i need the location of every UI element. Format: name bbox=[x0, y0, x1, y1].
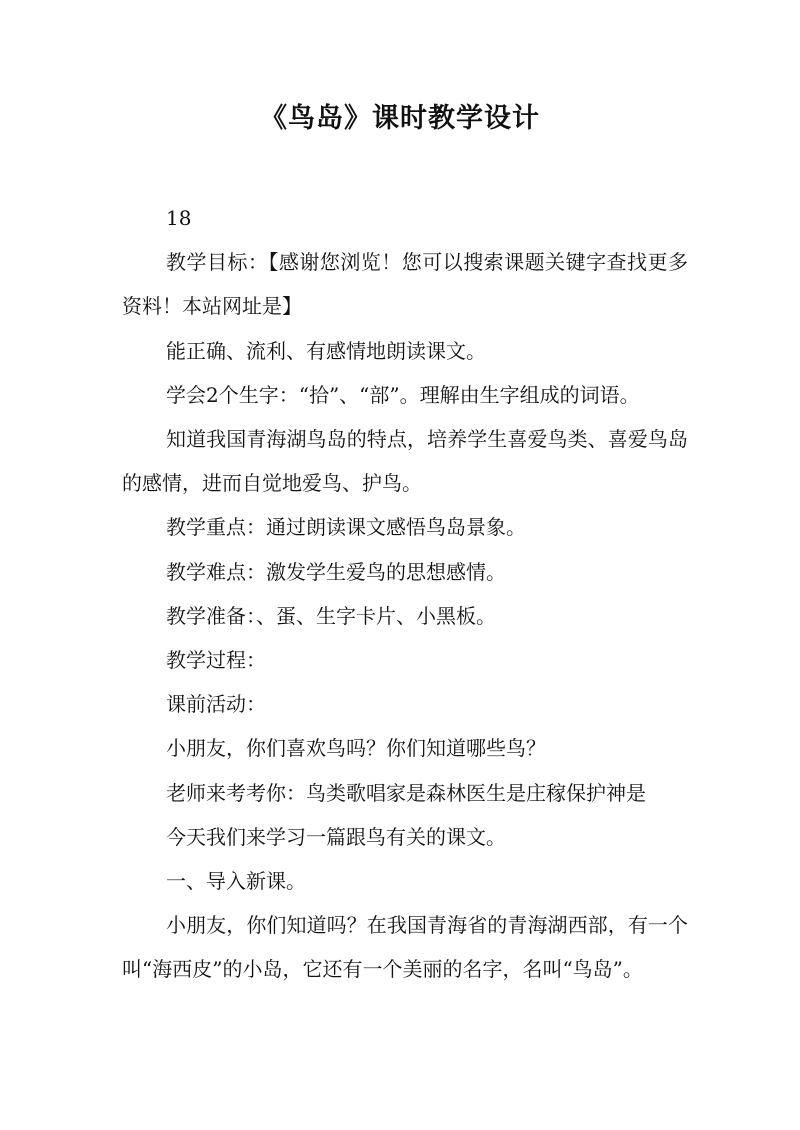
teaching-focus-paragraph: 教学重点：通过朗读课文感悟鸟岛景象。 bbox=[166, 515, 526, 540]
teaching-preparation-paragraph: 教学准备：、蛋、生字卡片、小黑板。 bbox=[166, 603, 496, 628]
document-body bbox=[122, 196, 688, 992]
quiz-paragraph: 老师来考考你：鸟类歌唱家是森林医生是庄稼保护神是 bbox=[166, 780, 646, 805]
lesson-number: 18 bbox=[166, 206, 192, 230]
teaching-objectives-paragraph: 教学目标：【感谢您浏览！您可以搜索课题关键字查找更多资料！本站网址是】 bbox=[122, 250, 688, 319]
teaching-difficulty-paragraph: 教学难点：激发学生爱鸟的思想感情。 bbox=[166, 559, 506, 584]
today-lesson-paragraph: 今天我们来学习一篇跟鸟有关的课文。 bbox=[166, 824, 506, 849]
section-one-heading: 一、导入新课。 bbox=[166, 869, 306, 894]
question-paragraph: 小朋友，你们喜欢鸟吗？你们知道哪些鸟？ bbox=[166, 736, 546, 761]
teaching-process-heading: 教学过程： bbox=[166, 648, 266, 673]
objective-bird-island-paragraph: 知道我国青海湖鸟岛的特点，培养学生喜爱鸟类、喜爱鸟岛的感情，进而自觉地爱鸟、护鸟。 bbox=[122, 427, 688, 496]
objective-reading-paragraph: 能正确、流利、有感情地朗读课文。 bbox=[166, 338, 486, 363]
introduction-paragraph: 小朋友，你们知道吗？在我国青海省的青海湖西部，有一个叫“海西皮”的小岛，它还有一个美丽的名字，名叫“鸟岛”。 bbox=[122, 913, 688, 982]
objective-characters-paragraph: 学会2个生字：“拾”、“部”。理解由生字组成的词语。 bbox=[166, 382, 640, 407]
pre-class-activity-heading: 课前活动： bbox=[166, 692, 266, 717]
document-title: 《鸟岛》课时教学设计 bbox=[260, 103, 540, 134]
